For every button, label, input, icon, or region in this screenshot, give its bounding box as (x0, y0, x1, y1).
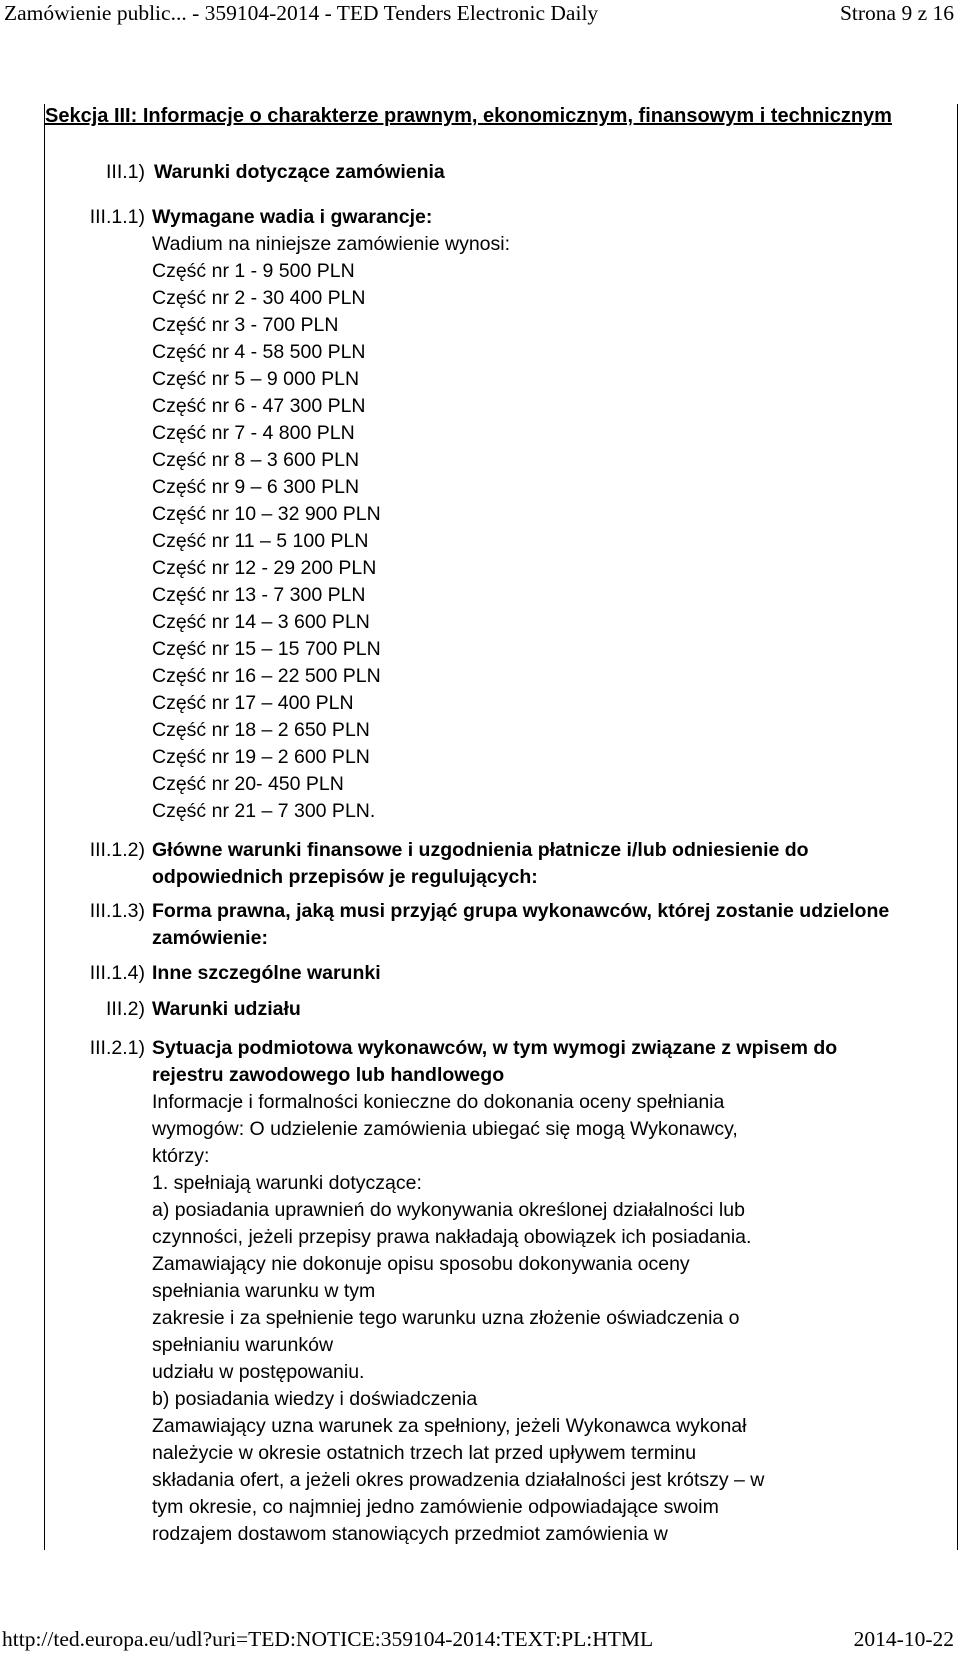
deposit-line: Część nr 8 – 3 600 PLN (152, 449, 360, 471)
right-border-line (957, 104, 958, 1550)
body-line: spełniania warunku w tym (152, 1280, 376, 1302)
item-title-III-1-4: Inne szczególne warunki (152, 962, 381, 984)
body-line: Informacje i formalności konieczne do dokonania oceny spełniania (152, 1091, 725, 1113)
deposit-intro: Wadium na niniejsze zamówienie wynosi: (152, 233, 511, 255)
deposit-line: Część nr 9 – 6 300 PLN (152, 476, 360, 498)
item-number-III-2-1: III.2.1) (89, 1037, 145, 1059)
deposit-line: Część nr 14 – 3 600 PLN (152, 611, 370, 633)
document-title: Zamówienie public... - 359104-2014 - TED Tenders Electronic Daily (4, 1, 599, 25)
body-line: wymogów: O udzielenie zamówienia ubiegać się mogą Wykonawcy, (152, 1118, 738, 1140)
page-footer (0, 1626, 960, 1654)
page-number: Strona 9 z 16 (839, 1, 954, 25)
item-title-III-1-1: Wymagane wadia i gwarancje: (152, 206, 433, 228)
body-line: rodzajem dostawom stanowiących przedmiot zamówienia w (152, 1523, 668, 1545)
body-line: tym okresie, co najmniej jedno zamówienie odpowiadające swoim (152, 1496, 719, 1518)
deposit-line: Część nr 10 – 32 900 PLN (152, 503, 381, 525)
deposit-line: Część nr 20- 450 PLN (152, 773, 344, 795)
page-header (0, 0, 960, 30)
item-number-III-1: III.1) (105, 161, 145, 183)
item-title-III-1: Warunki dotyczące zamówienia (154, 161, 445, 183)
conditions-text (152, 1089, 912, 1548)
item-number-III-1-3: III.1.3) (89, 900, 145, 922)
deposit-list (152, 231, 510, 825)
deposit-line: Część nr 1 - 9 500 PLN (152, 260, 355, 282)
deposit-line: Część nr 6 - 47 300 PLN (152, 395, 366, 417)
deposit-line: Część nr 21 – 7 300 PLN. (152, 800, 376, 822)
deposit-line: Część nr 5 – 9 000 PLN (152, 368, 360, 390)
item-title-III-2-1: Sytuacja podmiotowa wykonawców, w tym wymogi związane z wpisem do rejestru zawodowego lub handlowego (152, 1037, 838, 1086)
body-line: spełnianiu warunków (152, 1334, 334, 1356)
deposit-line: Część nr 15 – 15 700 PLN (152, 638, 381, 660)
item-number-III-1-2: III.1.2) (89, 839, 145, 861)
body-line: należycie w okresie ostatnich trzech lat przed upływem terminu (152, 1442, 697, 1464)
item-title-III-1-2: Główne warunki finansowe i uzgodnienia płatnicze i/lub odniesienie do odpowiednich przepisów je regulujących: (152, 839, 809, 888)
deposit-line: Część nr 12 - 29 200 PLN (152, 557, 377, 579)
item-number-III-2: III.2) (105, 998, 145, 1020)
body-line: którzy: (152, 1145, 210, 1167)
body-line: zakresie i za spełnienie tego warunku uzna złożenie oświadczenia o (152, 1307, 740, 1329)
deposit-line: Część nr 2 - 30 400 PLN (152, 287, 366, 309)
item-title-III-2: Warunki udziału (152, 998, 301, 1020)
print-date: 2014-10-22 (853, 1627, 954, 1651)
body-line: b) posiadania wiedzy i doświadczenia (152, 1388, 478, 1410)
body-line: udziału w postępowaniu. (152, 1361, 365, 1383)
deposit-line: Część nr 16 – 22 500 PLN (152, 665, 381, 687)
deposit-line: Część nr 4 - 58 500 PLN (152, 341, 366, 363)
item-number-III-1-1: III.1.1) (89, 206, 145, 228)
item-title-III-1-3: Forma prawna, jaką musi przyjąć grupa wykonawców, której zostanie udzielone zamówienie: (152, 900, 890, 949)
deposit-line: Część nr 18 – 2 650 PLN (152, 719, 370, 741)
body-line: Zamawiający nie dokonuje opisu sposobu dokonywania oceny (152, 1253, 690, 1275)
deposit-line: Część nr 13 - 7 300 PLN (152, 584, 366, 606)
body-line: Zamawiający uzna warunek za spełniony, jeżeli Wykonawca wykonał (152, 1415, 747, 1437)
body-line: a) posiadania uprawnień do wykonywania określonej działalności lub (152, 1199, 745, 1221)
body-line: czynności, jeżeli przepisy prawa nakładają obowiązek ich posiadania. (152, 1226, 752, 1248)
deposit-line: Część nr 19 – 2 600 PLN (152, 746, 370, 768)
source-url: http://ted.europa.eu/udl?uri=TED:NOTICE:359104-2014:TEXT:PL:HTML (2, 1627, 654, 1651)
deposit-line: Część nr 3 - 700 PLN (152, 314, 339, 336)
item-number-III-1-4: III.1.4) (89, 962, 145, 984)
body-line: składania ofert, a jeżeli okres prowadzenia działalności jest krótszy – w (152, 1469, 765, 1491)
deposit-line: Część nr 11 – 5 100 PLN (152, 530, 369, 552)
section-title: Sekcja III: Informacje o charakterze prawnym, ekonomicznym, finansowym i technicznym (45, 105, 892, 127)
deposit-line: Część nr 17 – 400 PLN (152, 692, 354, 714)
left-border-line (44, 104, 45, 1550)
deposit-line: Część nr 7 - 4 800 PLN (152, 422, 355, 444)
body-line: 1. spełniają warunki dotyczące: (152, 1172, 422, 1194)
